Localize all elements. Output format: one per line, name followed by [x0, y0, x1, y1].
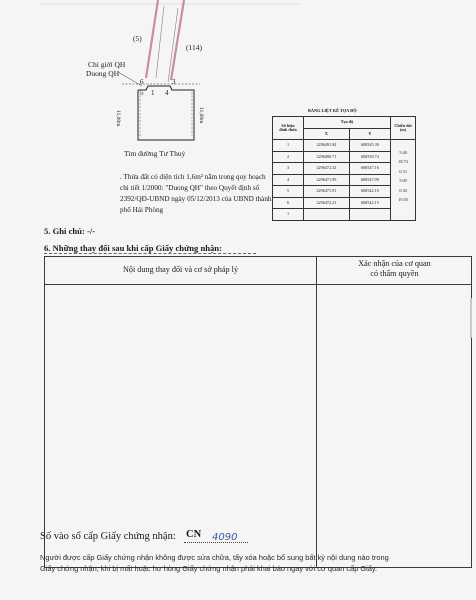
section-5-heading: 5. Ghi chú: -/-	[44, 226, 96, 236]
table-row: 3 2296472.32 600547.16	[273, 163, 416, 175]
vertex-label: 1	[151, 89, 155, 97]
confirmation-column-header: Xác nhận của cơ quan	[358, 259, 431, 268]
coords-header: X	[304, 128, 350, 140]
coords-table-title: BẢNG LIỆT KÊ TỌA ĐỘ	[308, 108, 357, 113]
vertex-label: 3	[172, 78, 176, 86]
coords-header: Tọa độ	[304, 117, 391, 129]
planning-boundary-label: Chỉ giới QH	[88, 60, 126, 69]
table-row: 5 2296471.91 600542.10	[273, 186, 416, 198]
changes-column-header: Nội dung thay đổi và cơ sở pháp lý	[122, 265, 239, 274]
register-value: CN	[186, 529, 202, 540]
heading-underline	[44, 253, 256, 254]
coords-header: Số hiệu đỉnh thửa	[273, 117, 304, 140]
warning-line: Người được cấp Giấy chứng nhận không được sửa chữa, tẩy xóa hoặc bổ sung bất kỳ nội dung nào trong	[40, 553, 389, 562]
coords-header: Chiều dài (m)	[391, 117, 416, 140]
lengths-cell: 5.48 18.74 0.33 5.00 0.30 19.50	[391, 140, 416, 221]
table-row: 1	[273, 209, 416, 221]
dimension-label: 11,00m	[115, 110, 121, 127]
column-divider	[316, 257, 317, 567]
vertex-label: 4	[165, 89, 169, 97]
area-note-line: 2392/QĐ-UBND ngày 05/12/2013 của UBND thành	[120, 195, 272, 203]
adjacent-plot-label: (114)	[186, 43, 202, 52]
register-label: Số vào sổ cấp Giấy chứng nhận:	[40, 531, 176, 542]
scrollbar-thumb[interactable]	[470, 298, 472, 338]
adjacent-boundary-line	[146, 0, 158, 78]
changes-table	[44, 256, 472, 568]
table-row: 2 2296490.71 600550.74	[273, 151, 416, 163]
coords-table	[272, 116, 416, 221]
coords-header: Y	[349, 128, 390, 140]
table-row: 6 2296472.21 600542.15	[273, 197, 416, 209]
confirmation-column-header: có thẩm quyền	[370, 269, 419, 278]
table-row: 4 2296471.99 600547.09	[273, 174, 416, 186]
vertex-label: 6	[140, 78, 144, 86]
handwritten-register-number: 4090	[212, 532, 238, 543]
header-divider	[45, 284, 471, 285]
adjacent-plot-label: (5)	[133, 34, 142, 43]
warning-line: Giấy chứng nhận; khi bị mất hoặc hư hỏng Giấy chứng nhận phải khai báo ngay với cơ quan cấp Giấy.	[40, 564, 378, 573]
road-label: Tim đường Tư Thuỷ	[124, 149, 186, 158]
area-note-line: chi tiết 1/2000: "Duong QH" theo Quyết định số	[120, 184, 260, 192]
section-6-heading: 6. Những thay đổi sau khi cấp Giấy chứng nhận:	[44, 243, 222, 253]
area-note-line: phố Hải Phòng	[120, 206, 164, 214]
vertex-label: 5	[140, 89, 144, 97]
dimension-label: 11,00m	[198, 107, 204, 124]
area-note-line: . Thửa đất có diện tích 1,6m² nằm trong quy hoạch	[120, 173, 266, 181]
table-row: 1 2296491.84 600545.39 5.48 18.74 0.33 5.00 0.30 19.50	[273, 140, 416, 152]
planning-boundary-label: Duong QH	[86, 69, 120, 78]
